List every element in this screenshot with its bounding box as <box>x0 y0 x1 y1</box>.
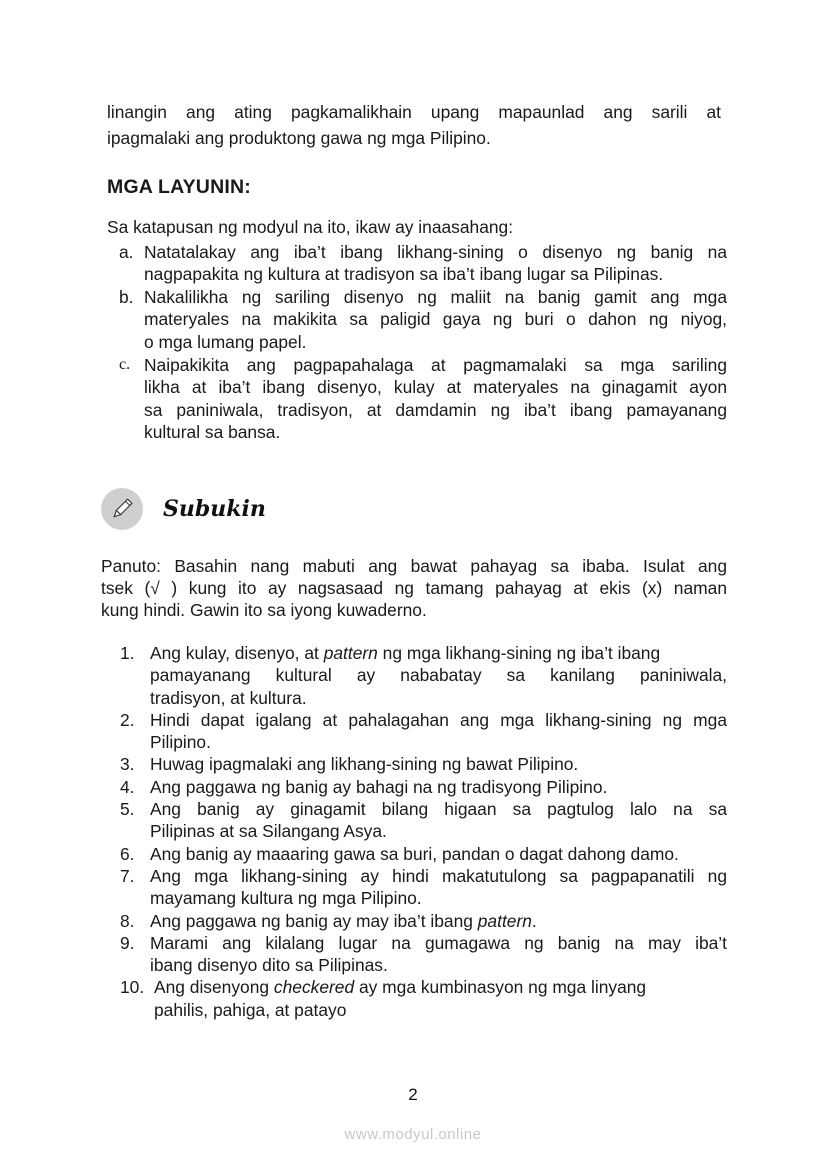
statement-line: Ang mga likhang-sining ay hindi makatutulong sa pagpapanatili ng <box>150 865 727 886</box>
instructions-line: kung hindi. Gawin ito sa iyong kuwaderno. <box>101 600 427 620</box>
instructions-line: Panuto: Basahin nang mabuti ang bawat pahayag sa ibaba. Isulat ang <box>101 556 727 576</box>
objective-line: Naipakikita ang pagpapahalaga at pagmamalaki sa mga sariling <box>144 354 727 375</box>
statement-number: 7. <box>120 865 135 886</box>
objective-line: nagpapakita ng kultura at tradisyon sa iba’t ibang lugar sa Pilipinas. <box>144 264 664 285</box>
objective-item <box>107 354 727 444</box>
instructions-paragraph <box>101 555 727 621</box>
statement-item <box>120 798 727 843</box>
objective-line: sa paniniwala, tradisyon, at damdamin ng iba’t ibang pamayanang <box>144 399 727 420</box>
statement-item <box>120 843 727 865</box>
statement-line: ibang disenyo dito sa Pilipinas. <box>150 955 388 976</box>
statement-number: 9. <box>120 932 135 953</box>
statement-line: Marami ang kilalang lugar na gumagawa ng banig na may iba’t <box>150 932 727 953</box>
statement-text: Ang paggawa ng banig ay may iba’t ibang <box>150 910 478 931</box>
objective-line: kultural sa bansa. <box>144 422 281 443</box>
objective-marker: a. <box>119 241 134 262</box>
statement-line: Huwag ipagmalaki ang likhang-sining ng bawat Pilipino. <box>150 754 579 775</box>
statement-line <box>154 976 727 998</box>
statement-item <box>120 776 727 798</box>
objective-marker: c. <box>119 355 131 373</box>
statement-line: pamayanang kultural ay nababatay sa kanilang paniniwala, <box>150 665 727 686</box>
statement-item <box>120 976 727 1021</box>
statement-number: 5. <box>120 799 135 820</box>
statement-text: ay mga kumbinasyon ng mga linyang <box>354 977 647 998</box>
statement-emphasis: pattern <box>323 643 378 663</box>
statement-text: . <box>531 910 537 931</box>
subukin-header <box>101 487 266 531</box>
objective-line: Natatalakay ang iba’t ibang likhang-sining o disenyo ng banig na <box>144 241 727 262</box>
subukin-title: Subukin <box>163 496 266 522</box>
statement-line: Pilipinas at sa Silangang Asya. <box>150 821 387 842</box>
statement-number: 2. <box>120 709 135 730</box>
statement-item <box>120 753 727 775</box>
statement-line: Ang paggawa ng banig ay bahagi na ng tradisyong Pilipino. <box>150 776 608 797</box>
statement-emphasis: checkered <box>273 977 355 998</box>
statement-number: 10. <box>120 977 145 998</box>
pencil-icon <box>101 488 143 530</box>
statement-line: Ang banig ay maaaring gawa sa buri, pandan o dagat dahong damo. <box>150 843 679 864</box>
statement-number: 4. <box>120 776 135 797</box>
objectives-list <box>107 241 727 444</box>
statement-line <box>150 642 727 664</box>
page-number: 2 <box>408 1085 418 1104</box>
statement-emphasis: pattern <box>477 910 532 931</box>
statement-line: Hindi dapat igalang at pahalagahan ang mga likhang-sining ng mga <box>150 709 727 730</box>
objective-line: o mga lumang papel. <box>144 331 307 352</box>
statement-item <box>120 910 727 932</box>
statement-item <box>120 642 727 709</box>
statement-number: 1. <box>120 643 135 663</box>
statement-number: 8. <box>120 910 135 931</box>
statement-number: 3. <box>120 754 135 775</box>
instructions-line: tsek (√ ) kung ito ay nagsasaad ng tamang pahayag at ekis (x) naman <box>101 578 727 598</box>
intro-line: ipagmalaki ang produktong gawa ng mga Pilipino. <box>107 128 491 148</box>
statement-item <box>120 865 727 910</box>
watermark: www.modyul.online <box>344 1126 482 1143</box>
statement-line: Pilipino. <box>150 732 211 753</box>
statement-line: mayamang kultura ng mga Pilipino. <box>150 888 422 909</box>
statement-text: Ang disenyong <box>154 977 274 998</box>
statement-text: ng mga likhang-sining ng iba’t ibang <box>377 643 661 663</box>
objectives-lead: Sa katapusan ng modyul na ito, ikaw ay inaasahang: <box>107 217 514 237</box>
statement-line <box>150 910 727 932</box>
statement-line: Ang banig ay ginagamit bilang higaan sa pagtulog lalo na sa <box>150 799 727 820</box>
intro-paragraph <box>107 99 721 151</box>
objective-item <box>107 241 727 286</box>
objective-line: likha at iba’t ibang disenyo, kulay at materyales na ginagamit ayon <box>144 377 727 398</box>
objective-line: Nakalilikha ng sariling disenyo ng maliit na banig gamit ang mga <box>144 286 727 307</box>
objectives-heading: MGA LAYUNIN: <box>107 176 251 198</box>
statement-number: 6. <box>120 843 135 864</box>
statement-line: pahilis, pahiga, at patayo <box>154 999 347 1020</box>
statement-text: Ang kulay, disenyo, at <box>150 643 324 663</box>
objective-marker: b. <box>119 286 134 307</box>
objective-line: materyales na makikita sa paligid gaya ng buri o dahon ng niyog, <box>144 309 727 330</box>
statement-line: tradisyon, at kultura. <box>150 687 307 708</box>
intro-line: linangin ang ating pagkamalikhain upang mapaunlad ang sarili at <box>107 102 721 122</box>
statement-item <box>120 709 727 754</box>
objective-item <box>107 286 727 354</box>
statement-list <box>120 642 727 1021</box>
statement-item <box>120 932 727 977</box>
objectives-section <box>107 216 727 444</box>
